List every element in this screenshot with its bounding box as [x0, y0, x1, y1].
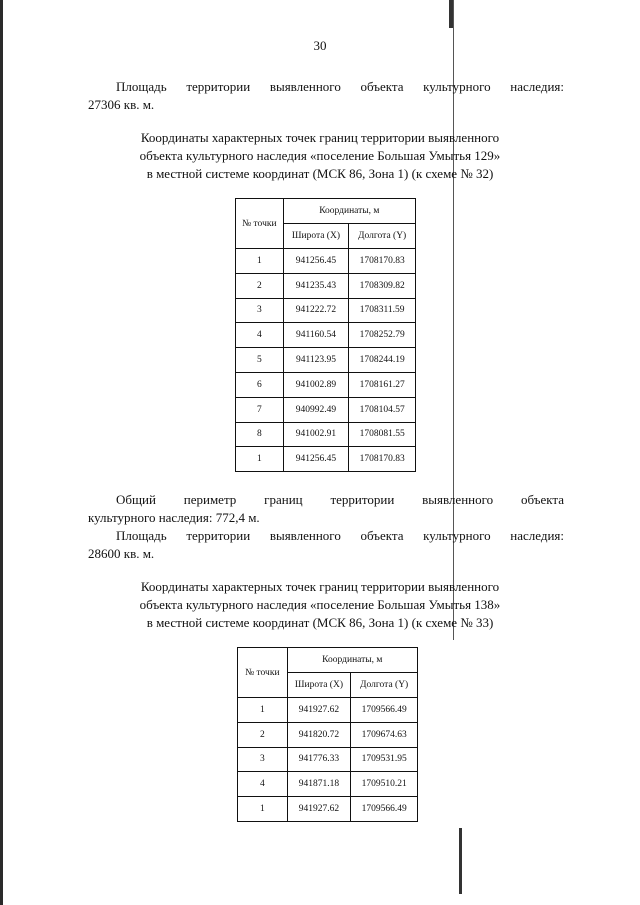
- table-row: [238, 722, 418, 747]
- point-number: 3: [236, 298, 284, 323]
- area-paragraph-2: [88, 527, 564, 563]
- lat-value: 941222.72: [283, 298, 349, 323]
- heading-line: объекта культурного наследия «поселение Большая Умытья 138»: [139, 597, 501, 612]
- point-number: 1: [236, 249, 284, 274]
- lat-value: 941927.62: [287, 797, 351, 822]
- lat-value: 941256.45: [283, 447, 349, 472]
- lon-value: 1708170.83: [349, 447, 416, 472]
- lat-value: 941002.89: [283, 372, 349, 397]
- lon-value: 1708309.82: [349, 273, 416, 298]
- lon-value: 1708170.83: [349, 249, 416, 274]
- lat-value: 941160.54: [283, 323, 349, 348]
- area-line: Площадь территории выявленного объекта культурного наследия:: [116, 79, 564, 94]
- lat-value: 941871.18: [287, 772, 351, 797]
- area-line: Площадь территории выявленного объекта культурного наследия:: [116, 528, 564, 543]
- perimeter-line: культурного наследия: 772,4 м.: [88, 510, 260, 525]
- lat-value: 941776.33: [287, 747, 351, 772]
- coords-heading-1: [80, 129, 560, 183]
- point-number: 5: [236, 348, 284, 373]
- lon-value: 1708161.27: [349, 372, 416, 397]
- coords-table-1: [235, 198, 416, 472]
- coords-heading-2: [80, 578, 560, 632]
- area-paragraph-1: [88, 78, 564, 114]
- col-lat-header: Широта (X): [287, 673, 351, 698]
- table-row: [236, 348, 416, 373]
- point-number: 4: [236, 323, 284, 348]
- point-number: 8: [236, 422, 284, 447]
- point-number: 1: [238, 698, 288, 723]
- point-number: 2: [238, 722, 288, 747]
- perimeter-line: Общий периметр границ территории выявленного объекта: [116, 492, 564, 507]
- coords-table-2: [237, 647, 418, 822]
- scan-edge-line: [0, 0, 3, 905]
- point-number: 6: [236, 372, 284, 397]
- point-number: 4: [238, 772, 288, 797]
- lat-value: 941235.43: [283, 273, 349, 298]
- page-number: 30: [313, 38, 327, 53]
- table-row: [238, 698, 418, 723]
- lat-value: 941256.45: [283, 249, 349, 274]
- col-coords-header: Координаты, м: [287, 648, 417, 673]
- lon-value: 1708244.19: [349, 348, 416, 373]
- point-number: 7: [236, 397, 284, 422]
- table-row: [236, 422, 416, 447]
- heading-line: объекта культурного наследия «поселение Большая Умытья 129»: [139, 148, 501, 163]
- col-lon-header: Долгота (Y): [351, 673, 418, 698]
- point-number: 2: [236, 273, 284, 298]
- lat-value: 941123.95: [283, 348, 349, 373]
- lon-value: 1709566.49: [351, 698, 418, 723]
- col-lon-header: Долгота (Y): [349, 224, 416, 249]
- heading-line: в местной системе координат (МСК 86, Зона 1) (к схеме № 32): [146, 166, 494, 181]
- col-point-header: № точки: [236, 199, 284, 249]
- perimeter-paragraph: [88, 491, 564, 527]
- col-lat-header: Широта (X): [283, 224, 349, 249]
- area-line: 27306 кв. м.: [88, 97, 155, 112]
- table-row: [238, 797, 418, 822]
- lat-value: 941820.72: [287, 722, 351, 747]
- lon-value: 1709566.49: [351, 797, 418, 822]
- table-row: [236, 273, 416, 298]
- point-number: 1: [238, 797, 288, 822]
- col-point-header: № точки: [238, 648, 288, 698]
- col-coords-header: Координаты, м: [283, 199, 415, 224]
- lon-value: 1708081.55: [349, 422, 416, 447]
- area-line: 28600 кв. м.: [88, 546, 155, 561]
- heading-line: Координаты характерных точек границ территории выявленного: [140, 579, 500, 594]
- lon-value: 1709674.63: [351, 722, 418, 747]
- heading-line: в местной системе координат (МСК 86, Зона 1) (к схеме № 33): [146, 615, 494, 630]
- table-row: [236, 298, 416, 323]
- lon-value: 1708311.59: [349, 298, 416, 323]
- lon-value: 1709531.95: [351, 747, 418, 772]
- scan-mark-top: [449, 0, 453, 28]
- table-row: [238, 747, 418, 772]
- table-row: [238, 772, 418, 797]
- table-row: [236, 372, 416, 397]
- lat-value: 941927.62: [287, 698, 351, 723]
- lon-value: 1708104.57: [349, 397, 416, 422]
- lon-value: 1709510.21: [351, 772, 418, 797]
- table-row: [236, 447, 416, 472]
- lat-value: 941002.91: [283, 422, 349, 447]
- table-row: [236, 397, 416, 422]
- point-number: 1: [236, 447, 284, 472]
- table-row: [236, 323, 416, 348]
- point-number: 3: [238, 747, 288, 772]
- table-row: [236, 249, 416, 274]
- heading-line: Координаты характерных точек границ территории выявленного: [140, 130, 500, 145]
- scan-mark-bottom: [459, 828, 462, 894]
- lat-value: 940992.49: [283, 397, 349, 422]
- lon-value: 1708252.79: [349, 323, 416, 348]
